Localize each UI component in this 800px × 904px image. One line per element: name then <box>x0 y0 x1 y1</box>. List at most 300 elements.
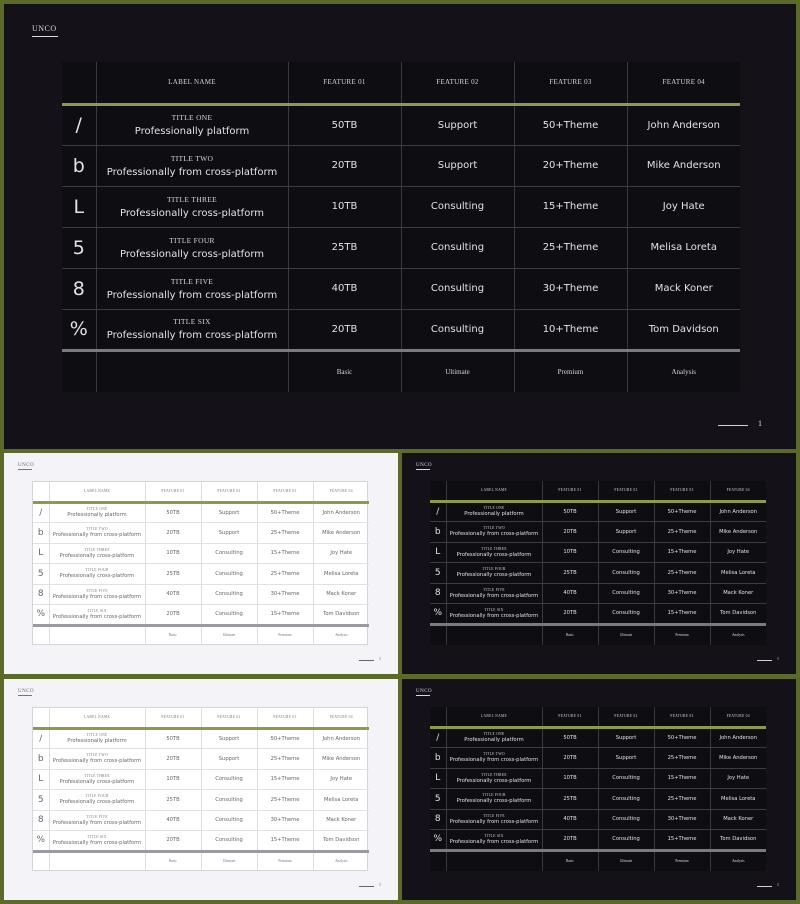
row-title: TITLE TWO <box>170 153 214 163</box>
row-symbol: / <box>430 501 446 522</box>
table-cell-f3: 15+Theme <box>257 769 313 790</box>
table-cell-f1: 10TB <box>542 542 598 563</box>
row-label-cell <box>49 790 145 811</box>
row-subtitle: Professionally cross-platform <box>456 777 532 784</box>
row-subtitle: Professionally from cross-platform <box>52 819 142 826</box>
row-label-cell <box>446 563 542 584</box>
table-cell-f2: Consulting <box>201 790 257 811</box>
table-header-cell: FEATURE 04 <box>313 708 369 728</box>
table-cell-f2: Support <box>401 145 514 186</box>
row-symbol: b <box>33 523 49 544</box>
table-cell-f1: 40TB <box>145 810 201 831</box>
table-cell-f1: 20TB <box>288 309 401 350</box>
table-header-cell: FEATURE 01 <box>542 481 598 501</box>
slide-thumbnail-2[interactable] <box>402 453 796 674</box>
table-footer-cell: Basic <box>542 850 598 871</box>
table-cell-f4: John Anderson <box>313 728 369 749</box>
table-row[interactable] <box>33 749 369 770</box>
row-title: TITLE FIVE <box>86 588 108 593</box>
table-row[interactable] <box>430 501 766 522</box>
row-label-cell <box>49 502 145 523</box>
table-row[interactable] <box>62 104 740 145</box>
row-subtitle: Professionally from cross-platform <box>52 758 142 765</box>
table-row[interactable] <box>62 186 740 227</box>
table-cell-f4: Melisa Loreta <box>710 563 766 584</box>
page-number: 1 <box>758 419 762 428</box>
row-symbol: / <box>33 728 49 749</box>
row-label-cell <box>446 542 542 563</box>
table-row[interactable] <box>430 809 766 830</box>
table-cell-f1: 25TB <box>288 227 401 268</box>
table-row[interactable] <box>33 728 369 749</box>
table-cell-f3: 50+Theme <box>257 502 313 523</box>
row-subtitle: Professionally from cross-platform <box>449 592 539 599</box>
row-title: TITLE FIVE <box>483 587 505 592</box>
row-subtitle: Professionally from cross-platform <box>449 531 539 538</box>
table-cell-f1: 10TB <box>145 769 201 790</box>
table-row[interactable] <box>430 748 766 769</box>
table-header-cell: FEATURE 01 <box>145 708 201 728</box>
page-number: 1 <box>777 656 779 661</box>
table-footer-cell: Ultimate <box>201 625 257 644</box>
row-label-cell <box>49 810 145 831</box>
table-cell-f4: Mike Anderson <box>313 749 369 770</box>
table-cell-f4: Tom Davidson <box>313 605 369 626</box>
row-title: TITLE SIX <box>173 317 211 326</box>
table-header-cell: FEATURE 03 <box>257 708 313 728</box>
row-label-cell <box>446 748 542 769</box>
table-row[interactable] <box>62 227 740 268</box>
table-row[interactable] <box>62 268 740 309</box>
row-label-cell <box>96 104 288 145</box>
table-header-row <box>430 707 766 727</box>
table-row[interactable] <box>33 543 369 564</box>
table-header-corner <box>62 62 96 104</box>
row-subtitle: Professionally platform <box>464 511 524 518</box>
row-label-cell <box>446 768 542 789</box>
page-number: 1 <box>379 656 381 661</box>
table-cell-f4: John Anderson <box>313 502 369 523</box>
table-cell-f1: 10TB <box>542 768 598 789</box>
table-cell-f4: Mike Anderson <box>627 145 740 186</box>
table-header-cell: FEATURE 03 <box>257 482 313 502</box>
row-title: TITLE TWO <box>483 526 505 531</box>
table-footer-empty <box>49 851 145 870</box>
slide-main[interactable] <box>4 4 796 449</box>
row-subtitle: Professionally from cross-platform <box>52 593 142 600</box>
table-row[interactable] <box>430 768 766 789</box>
table-header-cell: FEATURE 04 <box>627 62 740 104</box>
row-subtitle: Professionally from cross-platform <box>52 839 142 846</box>
table-cell-f2: Consulting <box>201 810 257 831</box>
table-cell-f3: 30+Theme <box>654 583 710 604</box>
table-cell-f4: Mike Anderson <box>710 522 766 543</box>
table-footer-cell: Analysis <box>313 625 369 644</box>
brand-underline <box>18 695 32 696</box>
table-footer-row <box>33 851 369 870</box>
row-symbol: 8 <box>62 268 96 309</box>
row-title: TITLE FOUR <box>85 794 109 799</box>
table-cell-f2: Consulting <box>401 186 514 227</box>
row-title: TITLE FOUR <box>169 235 215 245</box>
table-cell-f3: 25+Theme <box>514 227 627 268</box>
brand-underline <box>416 469 430 470</box>
table-cell-f4: Joy Hate <box>710 542 766 563</box>
page-indicator-line <box>359 660 374 661</box>
table-cell-f2: Consulting <box>598 583 654 604</box>
table-footer-empty <box>446 624 542 645</box>
table-footer-cell: Ultimate <box>401 350 514 392</box>
table-row[interactable] <box>430 522 766 543</box>
table-cell-f2: Consulting <box>401 309 514 350</box>
table-header-cell: FEATURE 04 <box>710 481 766 501</box>
row-symbol: / <box>430 727 446 748</box>
row-title: TITLE TWO <box>483 752 505 757</box>
table-footer-cell: Basic <box>145 851 201 870</box>
table-cell-f3: 10+Theme <box>514 309 627 350</box>
table-cell-f2: Consulting <box>598 542 654 563</box>
row-symbol: L <box>430 542 446 563</box>
table-cell-f1: 20TB <box>542 604 598 625</box>
table-cell-f2: Consulting <box>201 564 257 585</box>
table-row[interactable] <box>33 584 369 605</box>
table-footer-cell: Premium <box>257 625 313 644</box>
table-footer-cell: Premium <box>257 851 313 870</box>
table-header-cell: FEATURE 03 <box>654 481 710 501</box>
row-title: TITLE ONE <box>86 507 108 512</box>
slide-thumbnail-1[interactable] <box>4 453 398 674</box>
table-cell-f1: 20TB <box>542 830 598 851</box>
table-row[interactable] <box>430 583 766 604</box>
table-cell-f4: Joy Hate <box>710 768 766 789</box>
page-number: 1 <box>777 882 779 887</box>
table-cell-f1: 25TB <box>542 789 598 810</box>
row-label-cell <box>49 605 145 626</box>
brand-logo-text: UNCO <box>32 24 57 33</box>
table-cell-f1: 20TB <box>288 145 401 186</box>
table-row[interactable] <box>33 502 369 523</box>
table-row[interactable] <box>430 604 766 625</box>
table-cell-f2: Consulting <box>201 769 257 790</box>
row-title: TITLE SIX <box>484 607 504 612</box>
table-header-cell: LABEL NAME <box>49 708 145 728</box>
row-title: TITLE SIX <box>484 833 504 838</box>
table-cell-f1: 40TB <box>542 583 598 604</box>
table-cell-f3: 25+Theme <box>257 749 313 770</box>
table-cell-f3: 25+Theme <box>654 522 710 543</box>
table-cell-f2: Consulting <box>598 563 654 584</box>
row-subtitle: Professionally platform <box>134 126 250 137</box>
table-footer-cell: Premium <box>514 350 627 392</box>
table-cell-f4: John Anderson <box>710 727 766 748</box>
table-cell-f4: Tom Davidson <box>710 830 766 851</box>
table-cell-f3: 50+Theme <box>654 727 710 748</box>
row-label-cell <box>49 728 145 749</box>
table-footer-cell: Analysis <box>710 850 766 871</box>
table-cell-f3: 30+Theme <box>514 268 627 309</box>
table-cell-f4: John Anderson <box>627 104 740 145</box>
table-row[interactable] <box>33 790 369 811</box>
table-header-corner <box>430 707 446 727</box>
table-cell-f1: 50TB <box>145 502 201 523</box>
table-header-cell: FEATURE 04 <box>313 482 369 502</box>
row-subtitle: Professionally cross-platform <box>456 572 532 579</box>
table-cell-f4: Mack Koner <box>710 583 766 604</box>
table-cell-f1: 25TB <box>542 563 598 584</box>
table-cell-f3: 30+Theme <box>257 810 313 831</box>
table-footer-empty <box>33 851 49 870</box>
row-label-cell <box>49 564 145 585</box>
row-symbol: % <box>430 830 446 851</box>
table-cell-f2: Support <box>401 104 514 145</box>
row-subtitle: Professionally cross-platform <box>456 798 532 805</box>
page-number: 1 <box>379 882 381 887</box>
table-header-cell: FEATURE 01 <box>145 482 201 502</box>
table-cell-f3: 25+Theme <box>257 790 313 811</box>
table-row[interactable] <box>62 309 740 350</box>
table-footer-cell: Basic <box>542 624 598 645</box>
row-symbol: % <box>430 604 446 625</box>
table-footer-empty <box>430 624 446 645</box>
comparison-table <box>32 707 368 871</box>
table-footer-cell: Analysis <box>313 851 369 870</box>
row-title: TITLE FIVE <box>170 276 214 286</box>
table-cell-f4: Mack Koner <box>627 268 740 309</box>
table-footer-empty <box>96 350 288 392</box>
table-cell-f3: 15+Theme <box>257 831 313 852</box>
table-footer-cell: Premium <box>654 850 710 871</box>
row-symbol: L <box>33 769 49 790</box>
row-label-cell <box>96 268 288 309</box>
table-header-cell: LABEL NAME <box>446 707 542 727</box>
table-header-cell: FEATURE 01 <box>288 62 401 104</box>
table-cell-f3: 25+Theme <box>654 748 710 769</box>
row-symbol: b <box>33 749 49 770</box>
table-header-cell: FEATURE 02 <box>598 707 654 727</box>
table-row[interactable] <box>33 605 369 626</box>
row-subtitle: Professionally from cross-platform <box>449 757 539 764</box>
table-cell-f3: 25+Theme <box>654 789 710 810</box>
table-cell-f1: 40TB <box>288 268 401 309</box>
table-cell-f3: 50+Theme <box>257 728 313 749</box>
row-title: TITLE ONE <box>483 506 505 511</box>
table-cell-f4: Mike Anderson <box>313 523 369 544</box>
table-cell-f3: 25+Theme <box>257 523 313 544</box>
row-symbol: 5 <box>430 789 446 810</box>
row-label-cell <box>49 543 145 564</box>
table-footer-cell: Ultimate <box>598 850 654 871</box>
table-cell-f2: Support <box>598 501 654 522</box>
row-label-cell <box>446 522 542 543</box>
row-symbol: b <box>62 145 96 186</box>
row-subtitle: Professionally from cross-platform <box>52 613 142 620</box>
row-title: TITLE ONE <box>483 732 505 737</box>
row-label-cell <box>446 501 542 522</box>
row-subtitle: Professionally platform <box>67 512 127 519</box>
page-indicator-line <box>359 886 374 887</box>
table-cell-f1: 20TB <box>145 605 201 626</box>
row-title: TITLE FIVE <box>483 813 505 818</box>
table-cell-f3: 50+Theme <box>514 104 627 145</box>
table-cell-f4: Mike Anderson <box>710 748 766 769</box>
table-cell-f4: Joy Hate <box>313 769 369 790</box>
table-cell-f2: Support <box>201 523 257 544</box>
table-cell-f1: 10TB <box>145 543 201 564</box>
row-symbol: / <box>62 104 96 145</box>
row-symbol: % <box>62 309 96 350</box>
table-row[interactable] <box>33 831 369 852</box>
row-label-cell <box>49 584 145 605</box>
table-row[interactable] <box>430 542 766 563</box>
row-label-cell <box>96 309 288 350</box>
table-footer-row <box>430 850 766 871</box>
comparison-table <box>62 62 740 392</box>
row-label-cell <box>96 227 288 268</box>
table-cell-f2: Support <box>201 502 257 523</box>
page-indicator-line <box>757 660 772 661</box>
table-header-corner <box>430 481 446 501</box>
brand-logo-text: UNCO <box>416 689 433 694</box>
table-footer-empty <box>446 850 542 871</box>
table-row[interactable] <box>33 810 369 831</box>
row-title: TITLE SIX <box>87 608 107 613</box>
table-header-cell: FEATURE 04 <box>710 707 766 727</box>
table-row[interactable] <box>430 830 766 851</box>
table-row[interactable] <box>430 727 766 748</box>
table-cell-f2: Consulting <box>598 809 654 830</box>
table-cell-f2: Consulting <box>201 831 257 852</box>
table-cell-f1: 20TB <box>542 748 598 769</box>
comparison-table <box>430 707 766 871</box>
row-label-cell <box>96 186 288 227</box>
row-subtitle: Professionally from cross-platform <box>52 532 142 539</box>
row-symbol: L <box>430 768 446 789</box>
table-footer-empty <box>62 350 96 392</box>
table-row[interactable] <box>33 564 369 585</box>
table-row[interactable] <box>430 789 766 810</box>
page-indicator-line <box>757 886 772 887</box>
row-label-cell <box>446 583 542 604</box>
row-symbol: % <box>33 831 49 852</box>
brand-underline <box>18 469 32 470</box>
table-cell-f4: Melisa Loreta <box>313 790 369 811</box>
row-title: TITLE ONE <box>86 733 108 738</box>
row-subtitle: Professionally from cross-platform <box>106 289 278 301</box>
table-footer-row <box>430 624 766 645</box>
table-cell-f2: Consulting <box>401 227 514 268</box>
row-title: TITLE TWO <box>86 527 108 532</box>
table-cell-f1: 50TB <box>542 727 598 748</box>
row-symbol: 8 <box>33 810 49 831</box>
row-title: TITLE THREE <box>166 194 218 204</box>
table-row[interactable] <box>62 145 740 186</box>
row-symbol: 8 <box>430 583 446 604</box>
row-title: TITLE THREE <box>481 546 507 551</box>
table-cell-f2: Support <box>201 749 257 770</box>
table-cell-f1: 20TB <box>145 523 201 544</box>
table-cell-f1: 25TB <box>145 790 201 811</box>
row-title: TITLE TWO <box>86 753 108 758</box>
page-indicator-line <box>718 425 748 426</box>
table-footer-cell: Basic <box>145 625 201 644</box>
row-symbol: b <box>430 522 446 543</box>
row-subtitle: Professionally platform <box>464 737 524 744</box>
table-header-row <box>33 708 369 728</box>
row-label-cell <box>446 830 542 851</box>
table-footer-cell: Basic <box>288 350 401 392</box>
row-symbol: / <box>33 502 49 523</box>
table-footer-cell: Analysis <box>710 624 766 645</box>
table-footer-row <box>33 625 369 644</box>
slide-thumbnail-3[interactable] <box>4 679 398 900</box>
brand-logo-text: UNCO <box>416 463 433 468</box>
row-symbol: 8 <box>33 584 49 605</box>
table-cell-f1: 20TB <box>542 522 598 543</box>
brand-logo-text: UNCO <box>18 689 35 694</box>
row-label-cell <box>49 749 145 770</box>
row-title: TITLE SIX <box>87 834 107 839</box>
row-subtitle: Professionally cross-platform <box>59 778 135 785</box>
table-header-cell: FEATURE 03 <box>654 707 710 727</box>
table-cell-f4: Joy Hate <box>313 543 369 564</box>
table-cell-f1: 40TB <box>145 584 201 605</box>
table-row[interactable] <box>33 769 369 790</box>
table-header-cell: FEATURE 02 <box>201 482 257 502</box>
table-cell-f3: 25+Theme <box>257 564 313 585</box>
row-label-cell <box>49 831 145 852</box>
row-subtitle: Professionally cross-platform <box>59 552 135 559</box>
table-cell-f3: 15+Theme <box>654 604 710 625</box>
table-cell-f1: 50TB <box>542 501 598 522</box>
row-symbol: 5 <box>430 563 446 584</box>
table-footer-cell: Analysis <box>627 350 740 392</box>
table-row[interactable] <box>33 523 369 544</box>
row-subtitle: Professionally platform <box>67 738 127 745</box>
row-subtitle: Professionally from cross-platform <box>449 818 539 825</box>
row-symbol: 5 <box>62 227 96 268</box>
table-cell-f2: Support <box>598 748 654 769</box>
slide-thumbnail-4[interactable] <box>402 679 796 900</box>
table-cell-f2: Consulting <box>598 768 654 789</box>
row-label-cell <box>96 145 288 186</box>
table-cell-f1: 20TB <box>145 831 201 852</box>
row-symbol: L <box>33 543 49 564</box>
table-header-cell: FEATURE 03 <box>514 62 627 104</box>
table-cell-f3: 20+Theme <box>514 145 627 186</box>
row-label-cell <box>446 604 542 625</box>
table-footer-cell: Premium <box>654 624 710 645</box>
table-header-cell: FEATURE 02 <box>201 708 257 728</box>
table-header-cell: FEATURE 02 <box>598 481 654 501</box>
table-cell-f4: Mack Koner <box>710 809 766 830</box>
table-header-cell: LABEL NAME <box>446 481 542 501</box>
table-header-row <box>62 62 740 104</box>
row-title: TITLE ONE <box>171 113 213 122</box>
table-header-cell: FEATURE 02 <box>401 62 514 104</box>
row-symbol: L <box>62 186 96 227</box>
table-cell-f2: Consulting <box>401 268 514 309</box>
table-cell-f2: Consulting <box>201 584 257 605</box>
table-header-cell: FEATURE 01 <box>542 707 598 727</box>
table-cell-f4: Tom Davidson <box>710 604 766 625</box>
table-cell-f4: Melisa Loreta <box>627 227 740 268</box>
row-title: TITLE FOUR <box>482 567 506 572</box>
table-cell-f2: Consulting <box>598 604 654 625</box>
table-row[interactable] <box>430 563 766 584</box>
row-label-cell <box>446 809 542 830</box>
brand-underline <box>32 36 58 37</box>
brand-logo-text: UNCO <box>18 463 35 468</box>
